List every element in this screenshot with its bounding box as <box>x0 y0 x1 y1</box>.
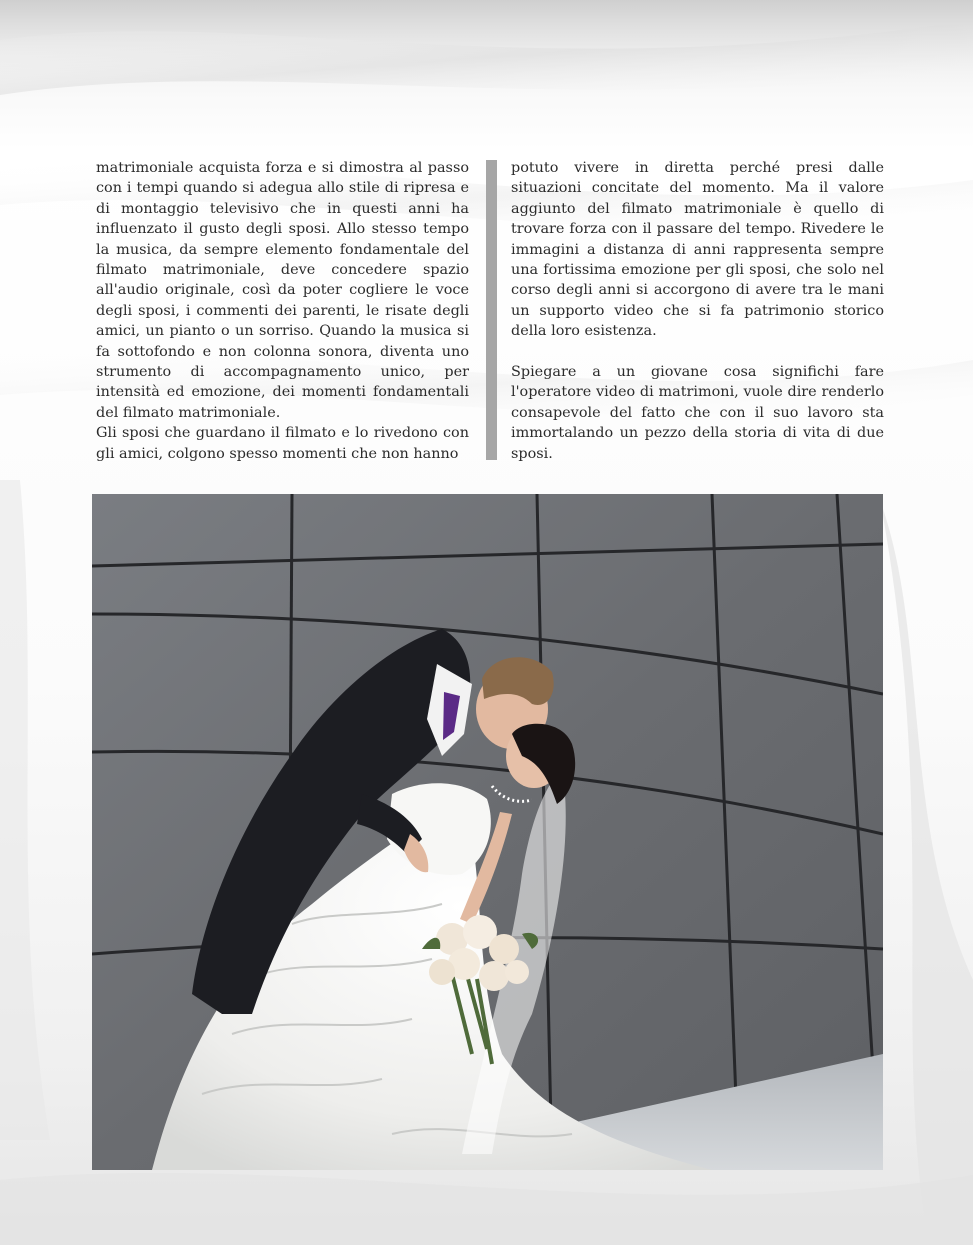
column-divider <box>486 160 497 460</box>
paragraph: matrimoniale acquista forza e si dimostra al passo con i tempi quando si adegua allo stile di ripresa e di montaggio televisivo che in questi anni ha influenzato il gusto degli sposi. Allo stesso tempo la musica, da sempre elemento fondamentale del filmato matrimoniale, deve concedere spazio all'audio originale, così da poter cogliere le voce degli sposi, i commenti dei parenti, le risate degli amici, un pianto o un sorriso. Quando la musica si fa sottofondo e non colonna sonora, diventa uno strumento di accompagnamento unico, per intensità ed emozione, dei momenti fondamentali del filmato matrimoniale. <box>96 160 469 421</box>
paragraph: potuto vivere in diretta perché presi dalle situazioni concitate del momento. Ma il valore aggiunto del filmato matrimoniale è quello di trovare forza con il passare del tempo. Rivedere le immagini a distanza di anni rappresenta sempre una fortissima emozione per gli sposi, che solo nel corso degli anni si accorgono di avere tra le mani un supporto video che si fa patrimonio storico della loro esistenza. <box>511 160 884 340</box>
wedding-photo <box>92 494 883 1170</box>
text-column-left <box>96 158 469 464</box>
paragraph: Gli sposi che guardano il filmato e lo rivedono con gli amici, colgono spesso momenti che non hanno <box>96 425 469 462</box>
paragraph: Spiegare a un giovane cosa significhi fare l'operatore video di matrimoni, vuole dire renderlo consapevole del fatto che con il suo lavoro sta immortalando un pezzo della storia di vita di due sposi. <box>511 364 884 462</box>
wedding-photo-illustration <box>92 494 883 1170</box>
text-column-right <box>511 158 884 464</box>
